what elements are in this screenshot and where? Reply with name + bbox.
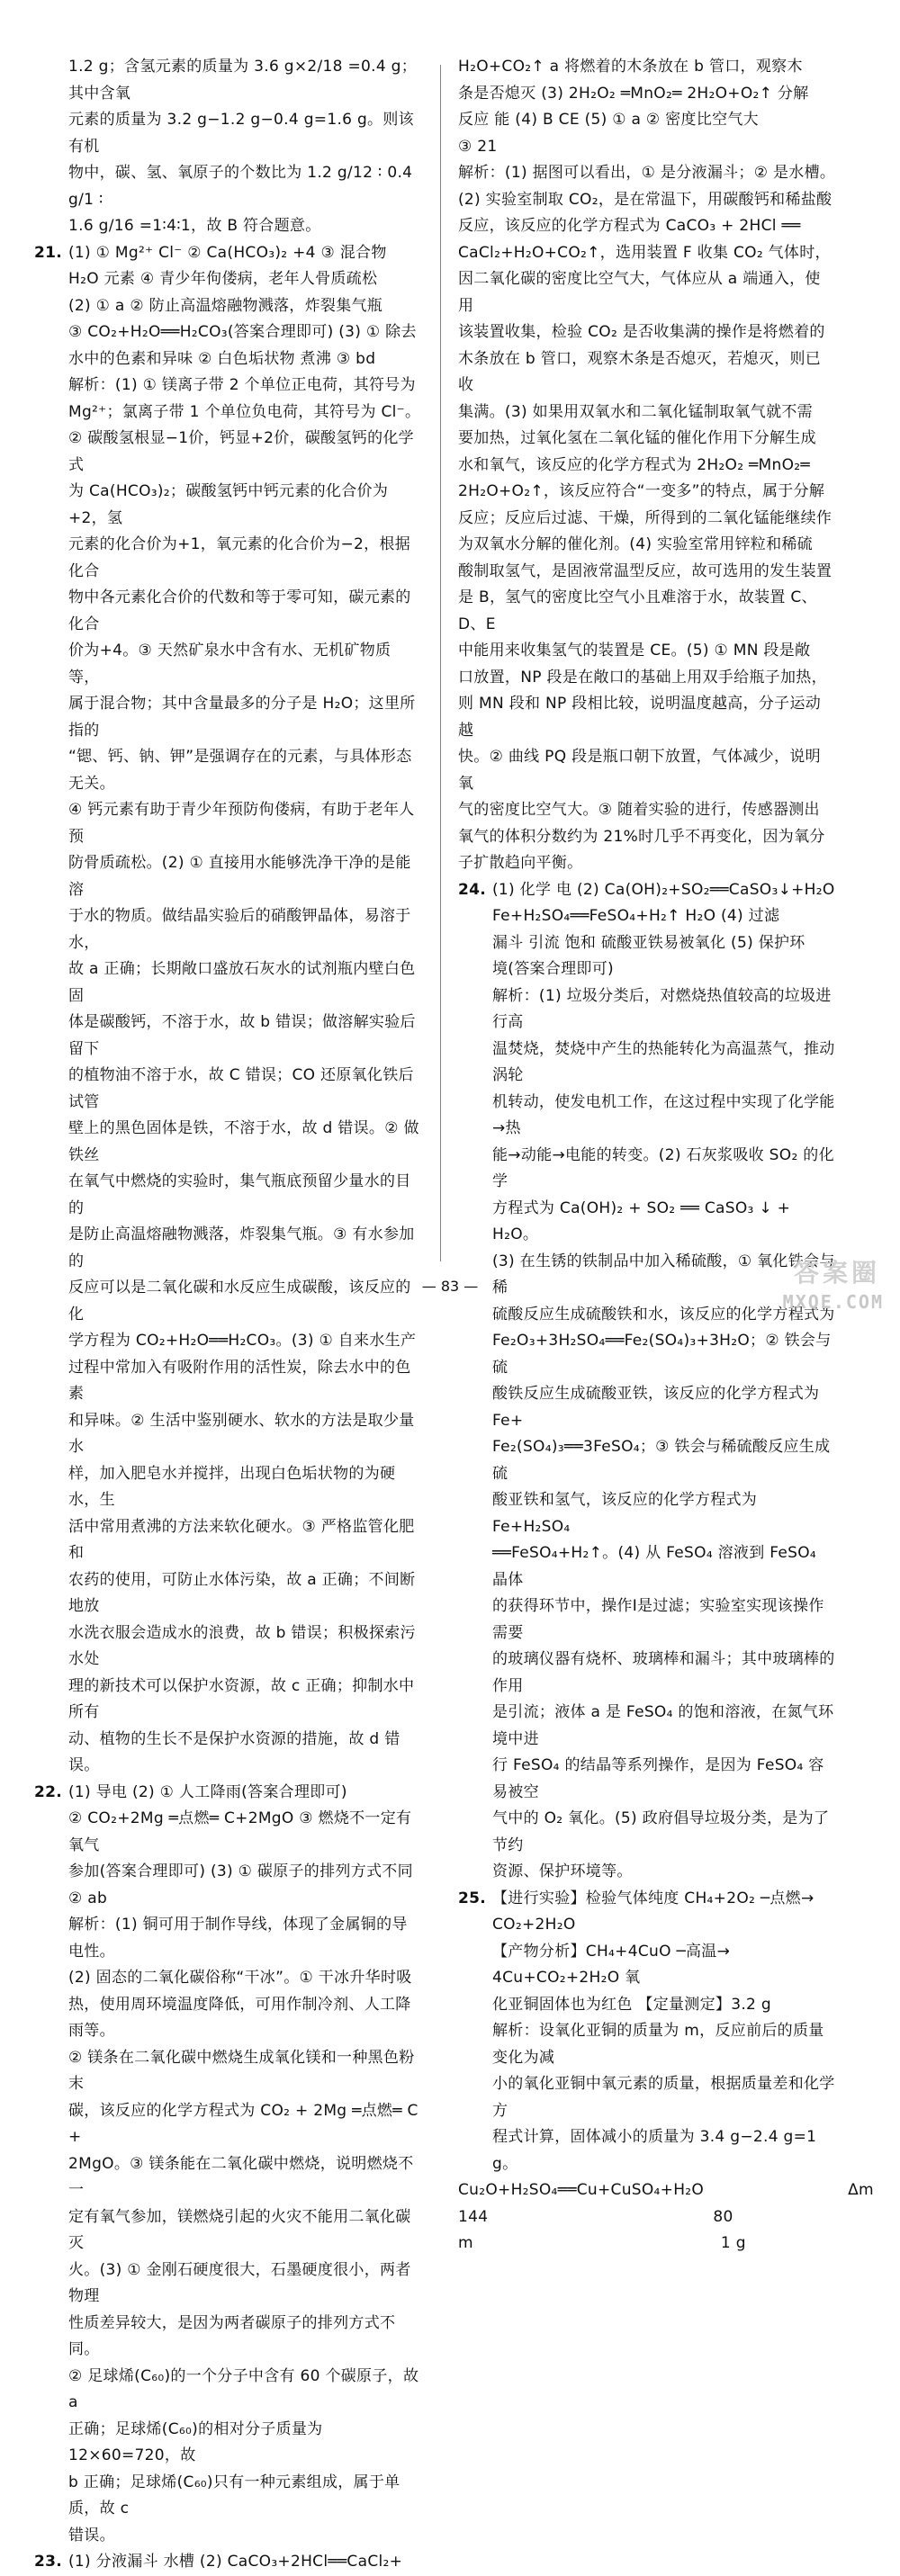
text-line: 气中的 O₂ 氧化。(5) 政府倡导垃圾分类，是为了节约 — [492, 1809, 830, 1854]
text-line: CaCl₂+H₂O+CO₂↑，选用装置 F 收集 CO₂ 气体时， — [458, 243, 831, 262]
calc-cell: 144 — [458, 2207, 489, 2226]
text-line: 热，使用周环境温度降低，可用作制冷剂、人工降雨等。 — [68, 1995, 411, 2040]
text-line: ② ab — [68, 1889, 108, 1907]
text-line: ④ 钙元素有助于青少年预防佝偻病，有助于老年人预 — [68, 801, 415, 846]
text-line: 参加(答案合理即可) (3) ① 碳原子的排列方式不同 — [68, 1862, 413, 1880]
text-line: 的植物油不溶于水，故 C 错误；CO 还原氧化铁后试管 — [68, 1066, 414, 1111]
text-line: (3) 在生锈的铁制品中加入稀硫酸，① 氧化铁会与稀 — [492, 1252, 835, 1297]
watermark-logo: 答案圈 — [793, 1258, 880, 1288]
question-number: 25. — [458, 1889, 487, 1907]
text-line: 行 FeSO₄ 的结晶等系列操作，是因为 FeSO₄ 容易被空 — [492, 1756, 824, 1801]
text-line: 集满。(3) 如果用双氧水和二氧化锰制取氧气就不需 — [458, 402, 813, 421]
text-line: 漏斗 引流 饱和 硫酸亚铁易被氧化 (5) 保护环 — [492, 933, 806, 952]
text-line: 快。② 曲线 PQ 段是瓶口朝下放置，气体减少，说明氧 — [458, 748, 821, 793]
text-line: 1.2 g；含氢元素的质量为 3.6 g×2/18 =0.4 g；其中含氧 — [68, 58, 418, 103]
text-line: 农药的使用，可防止水体污染，故 a 正确；不间断地放 — [68, 1570, 416, 1615]
text-line: 气的密度比空气大。③ 随着实验的进行，传感器测出 — [458, 801, 820, 819]
text-line: 因二氧化碳的密度比空气大，气体应从 a 端通入，使用 — [458, 270, 821, 315]
text-line: (1) 导电 (2) ① 人工降雨(答案合理即可) — [68, 1782, 347, 1801]
text-line: 的获得环节中，操作Ⅰ是过滤；实验室实现该操作需要 — [492, 1597, 824, 1642]
calc-cell: 80 — [713, 2207, 734, 2226]
text-line: 【产物分析】CH₄+4CuO ─高温→ 4Cu+CO₂+2H₂O 氧 — [492, 1942, 731, 1987]
calc-cell: m — [458, 2234, 473, 2252]
column-divider — [440, 65, 441, 1261]
page-number: — 83 — — [421, 1278, 479, 1295]
text-line: 【进行实验】检验气体纯度 CH₄+2O₂ ─点燃→ CO₂+2H₂O — [492, 1889, 814, 1934]
text-line: 硫酸反应生成硫酸铁和水，该反应的化学方程式为 — [492, 1305, 835, 1324]
text-line: 口放置，NP 段是在敞口的基础上用双手给瓶子加热， — [458, 668, 827, 687]
text-line: 属于混合物；其中含量最多的分子是 H₂O；这里所指的 — [68, 695, 416, 740]
text-line: 氧气的体积分数约为 21%时几乎不再变化，因为氧分 — [458, 827, 825, 846]
text-line: 解析：设氧化亚铜的质量为 m，反应前后的质量变化为减 — [492, 2022, 824, 2067]
text-line: 定有氧气参加，镁燃烧引起的火灾不能用二氧化碳灭 — [68, 2207, 411, 2252]
text-line: 理的新技术可以保护水资源，故 c 正确；抑制水中所有 — [68, 1676, 415, 1721]
text-line: 为双氧水分解的催化剂。(4) 实验室常用锌粒和稀硫 — [458, 535, 813, 553]
calc-row — [458, 2230, 836, 2257]
q20-continuation — [34, 54, 421, 240]
text-line: (2) ① a ② 防止高温熔融物溅落，炸裂集气瓶 — [68, 296, 383, 315]
text-line: 反应，该反应的化学方程式为 CaCO₃ + 2HCl ══ — [458, 217, 801, 235]
calc-cell: 1 g — [720, 2234, 746, 2252]
text-line: 资源、保护环境等。 — [492, 1862, 633, 1880]
text-line: 化亚铜固体也为红色 【定量测定】3.2 g — [492, 1995, 771, 2014]
text-line: Fe₂O₃+3H₂SO₄══Fe₂(SO₄)₃+3H₂O；② 铁会与硫 — [492, 1332, 832, 1377]
text-line: 体是碳酸钙，不溶于水，故 b 错误；做溶解实验后留下 — [68, 1013, 416, 1058]
text-line: 防骨质疏松。(2) ① 直接用水能够洗净干净的是能溶 — [68, 854, 411, 899]
text-line: 解析：(1) 据图可以看出，① 是分液漏斗；② 是水槽。 — [458, 164, 836, 182]
text-line: 解析：(1) 铜可用于制作导线，体现了金属铜的导电性。 — [68, 1916, 408, 1961]
question-number: 21. — [34, 243, 63, 262]
text-line: 动、植物的生长不是保护水资源的措施，故 d 错误。 — [68, 1729, 400, 1774]
text-line: ③ 21 — [458, 137, 498, 156]
text-line: ② CO₂+2Mg ═点燃═ C+2MgO ③ 燃烧不一定有氧气 — [68, 1809, 412, 1854]
text-line: 境(答案合理即可) — [492, 960, 614, 978]
text-line: 方程式为 Ca(OH)₂ + SO₂ ══ CaSO₃ ↓ + H₂O。 — [492, 1198, 791, 1243]
text-line: 元素的质量为 3.2 g−1.2 g−0.4 g=1.6 g。则该有机 — [68, 111, 414, 156]
text-line: 2H₂O+O₂↑，该反应符合“一变多”的特点，属于分解 — [458, 482, 825, 500]
text-line: 碳，该反应的化学方程式为 CO₂ + 2Mg ═点燃═ C + — [68, 2101, 418, 2146]
text-line: Mg²⁺；氯离子带 1 个单位负电荷，其符号为 Cl⁻。 — [68, 402, 421, 421]
text-line: 水和氧气，该反应的化学方程式为 2H₂O₂ ═MnO₂═ — [458, 455, 810, 474]
text-line: ② 碳酸氢根显−1价，钙显+2价，碳酸氢钙的化学式 — [68, 429, 414, 474]
text-line: 反应可以是二氧化碳和水反应生成碳酸，该反应的化 — [68, 1279, 411, 1324]
text-line: 酸铁反应生成硫酸亚铁，该反应的化学方程式为 Fe+ — [492, 1385, 820, 1430]
text-line: 水中的色素和异味 ② 白色垢状物 煮沸 ③ bd — [68, 349, 376, 368]
text-line: (2) 实验室制取 CO₂，是在常温下，用碳酸钙和稀盐酸 — [458, 190, 832, 209]
text-line: 错误。 — [68, 2526, 115, 2545]
calc-cell: Δm — [848, 2181, 874, 2199]
text-line: ③ CO₂+H₂O══H₂CO₃(答案合理即可) (3) ① 除去 — [68, 323, 417, 341]
text-line: H₂O 元素 ④ 青少年佝偻病，老年人骨质疏松 — [68, 270, 378, 288]
calc-row — [458, 2177, 874, 2204]
text-line: 则 MN 段和 NP 段相比较，说明温度越高，分子运动越 — [458, 695, 822, 740]
calc-row — [458, 2204, 836, 2231]
text-line: 解析：(1) 垃圾分类后，对燃烧热值较高的垃圾进行高 — [492, 986, 832, 1031]
text-line: 学方程为 CO₂+H₂O══H₂CO₃。(3) ① 自来水生产 — [68, 1332, 417, 1350]
text-line: 小的氧化亚铜中氧元素的质量，根据质量差和化学方 — [492, 2075, 835, 2120]
text-line: 条是否熄灭 (3) 2H₂O₂ ═MnO₂═ 2H₂O+O₂↑ 分解 — [458, 84, 809, 103]
text-line: 酸亚铁和氢气，该反应的化学方程式为 Fe+H₂SO₄ — [492, 1491, 758, 1536]
text-line: 温焚烧，焚烧中产生的热能转化为高温蒸气，推动涡轮 — [492, 1039, 835, 1084]
question-22 — [34, 1780, 421, 2550]
text-line: 中能用来收集氢气的装置是 CE。(5) ① MN 段是敞 — [458, 642, 811, 660]
text-line: H₂O+CO₂↑ a 将燃着的木条放在 b 管口，观察木 — [458, 58, 803, 76]
text-line: 在氧气中燃烧的实验时，集气瓶底预留少量水的目的 — [68, 1172, 411, 1217]
text-line: ② 镁条在二氧化碳中燃烧生成氧化镁和一种黑色粉末 — [68, 2048, 415, 2093]
text-line: b 正确；足球烯(C₆₀)只有一种元素组成，属于单质，故 c — [68, 2473, 400, 2518]
text-line: 要加热，过氧化氢在二氧化锰的催化作用下分解生成 — [458, 429, 816, 447]
text-line: Fe+H₂SO₄══FeSO₄+H₂↑ H₂O (4) 过滤 — [492, 907, 780, 925]
text-line: 解析：(1) ① 镁离子带 2 个单位正电荷，其符号为 — [68, 376, 416, 394]
text-line: 价为+4。③ 天然矿泉水中含有水、无机矿物质等， — [68, 642, 392, 687]
text-line: 酸制取氢气，是固液常温型反应，故可选用的发生装置 — [458, 561, 832, 580]
text-line: 和异味。② 生活中鉴别硬水、软水的方法是取少量水 — [68, 1411, 415, 1456]
text-line: 的玻璃仪器有烧杯、玻璃棒和漏斗；其中玻璃棒的作用 — [492, 1650, 835, 1695]
text-line: 物中，碳、氢、氧原子的个数比为 1.2 g/12 ∶ 0.4 g/1 ∶ — [68, 164, 413, 209]
text-line: 水洗衣服会造成水的浪费，故 b 错误；积极探索污水处 — [68, 1623, 416, 1668]
text-line: 于水的物质。做结晶实验后的硝酸钾晶体，易溶于水， — [68, 907, 411, 952]
text-line: 元素的化合价为+1，氧元素的化合价为−2，根据化合 — [68, 535, 411, 580]
question-23 — [34, 2549, 421, 2576]
text-line: 性质差异较大，是因为两者碳原子的排列方式不同。 — [68, 2313, 396, 2358]
text-line: (1) 分液漏斗 水槽 (2) CaCO₃+2HCl══CaCl₂+ — [68, 2553, 403, 2571]
mass-difference-calculation — [458, 2177, 874, 2257]
watermark-site: MXQE.COM — [782, 1291, 884, 1313]
text-line: (2) 固态的二氧化碳俗称“干冰”。① 干冰升华时吸 — [68, 1969, 412, 1987]
text-line: 1.6 g/16 =1∶4∶1，故 B 符合题意。 — [68, 217, 321, 235]
question-number: 22. — [34, 1782, 63, 1801]
text-line: 是 B，氢气的密度比空气小且难溶于水，故装置 C、D、E — [458, 588, 817, 633]
text-line: 物中各元素化合价的代数和等于零可知，碳元素的化合 — [68, 588, 411, 633]
question-21 — [34, 240, 421, 1780]
text-line: “锶、钙、钠、钾”是强调存在的元素，与具体形态无关。 — [68, 748, 412, 793]
text-line: (1) ① Mg²⁺ Cl⁻ ② Ca(HCO₃)₂ +4 ③ 混合物 — [68, 243, 387, 262]
text-line: 过程中常加入有吸附作用的活性炭，除去水中的色素 — [68, 1358, 411, 1403]
text-line: 反应；反应后过滤、干燥，所得到的二氧化锰能继续作 — [458, 508, 832, 527]
text-line: 是防止高温熔融物溅落，炸裂集气瓶。③ 有水参加的 — [68, 1225, 415, 1270]
text-line: Fe₂(SO₄)₃══3FeSO₄；③ 铁会与稀硫酸反应生成硫 — [492, 1438, 831, 1483]
question-24 — [458, 877, 836, 1886]
text-line: ══FeSO₄+H₂↑。(4) 从 FeSO₄ 溶液到 FeSO₄ 晶体 — [492, 1544, 817, 1589]
text-line: 活中常用煮沸的方法来软化硬水。③ 严格监管化肥和 — [68, 1517, 415, 1562]
text-line: 程式计算，固体减小的质量为 3.4 g−2.4 g=1 g。 — [492, 2128, 817, 2173]
text-line: 能→动能→电能的转变。(2) 石灰浆吸收 SO₂ 的化学 — [492, 1145, 834, 1190]
text-line: 为 Ca(HCO₃)₂；碳酸氢钙中钙元素的化合价为+2，氢 — [68, 482, 389, 527]
calc-cell: Cu₂O+H₂SO₄══Cu+CuSO₄+H₂O — [458, 2181, 705, 2199]
text-line: (1) 化学 电 (2) Ca(OH)₂+SO₂══CaSO₃↓+H₂O — [492, 880, 835, 899]
text-line: 壁上的黑色固体是铁，不溶于水，故 d 错误。② 做铁丝 — [68, 1119, 419, 1164]
text-line: 样，加入肥皂水并搅拌，出现白色垢状物的为硬水，生 — [68, 1464, 396, 1509]
text-line: 子扩散趋向平衡。 — [458, 854, 583, 872]
text-line: 正确；足球烯(C₆₀)的相对分子质量为 12×60=720，故 — [68, 2419, 323, 2464]
text-line: 2MgO。③ 镁条能在二氧化碳中燃烧，说明燃烧不一 — [68, 2154, 414, 2199]
question-25 — [458, 1886, 836, 2178]
text-line: 该装置收集，检验 CO₂ 是否收集满的操作是将燃着的 — [458, 323, 825, 341]
left-column — [34, 54, 421, 2576]
question-23-continuation — [458, 54, 836, 877]
text-line: 机转动，使发电机工作，在这过程中实现了化学能→热 — [492, 1092, 835, 1137]
text-line: 故 a 正确；长期敞口盛放石灰水的试剂瓶内壁白色固 — [68, 960, 416, 1005]
text-line: ② 足球烯(C₆₀)的一个分子中含有 60 个碳原子，故 a — [68, 2366, 419, 2411]
question-number: 23. — [34, 2553, 63, 2571]
text-line: 是引流；液体 a 是 FeSO₄ 的饱和溶液，在氮气环境中进 — [492, 1703, 834, 1748]
text-line: 木条放在 b 管口，观察木条是否熄灭，若熄灭，则已收 — [458, 349, 822, 394]
question-number: 24. — [458, 880, 487, 899]
text-line: 火。(3) ① 金刚石硬度很大，石墨硬度很小，两者物理 — [68, 2260, 411, 2305]
text-line: 反应 能 (4) B CE (5) ① a ② 密度比空气大 — [458, 111, 759, 129]
